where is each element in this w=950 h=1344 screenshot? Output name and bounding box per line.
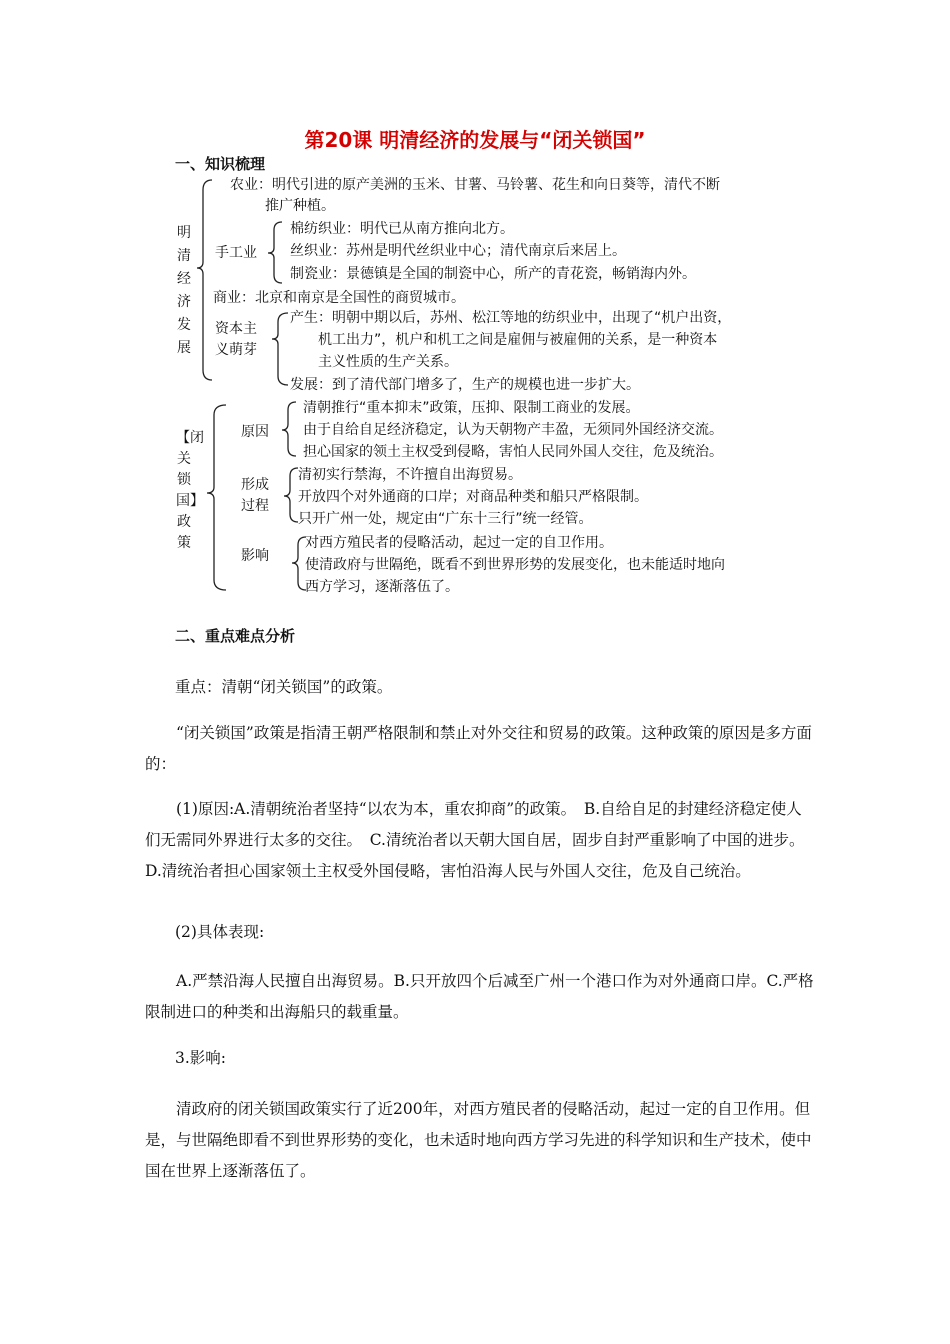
brace-handicraft bbox=[268, 222, 282, 283]
label-handicraft: 手工业 bbox=[215, 245, 257, 261]
process-3: 只开广州一处，规定由“广东十三行”统一经管。 bbox=[298, 511, 593, 527]
label-process-2: 过程 bbox=[241, 498, 269, 514]
paragraph-specific-heading: (2)具体表现: bbox=[175, 923, 265, 941]
commerce-line: 商业：北京和南京是全国性的商贸城市。 bbox=[213, 290, 465, 306]
capitalism-origin-1: 产生：明朝中期以后，苏州、松江等地的纺织业中，出现了“机户出资， bbox=[290, 310, 732, 326]
process-1: 清初实行禁海，不许擅自出海贸易。 bbox=[298, 467, 522, 483]
label-reason: 原因 bbox=[241, 424, 269, 440]
agriculture-line1: 农业：明代引进的原产美洲的玉米、甘薯、马铃薯、花生和向日葵等，清代不断 bbox=[230, 177, 720, 193]
impact-2: 使清政府与世隔绝，既看不到世界形势的发展变化，也未能适时地向 bbox=[305, 557, 725, 573]
brace-reason bbox=[282, 402, 296, 456]
brace-process bbox=[284, 468, 298, 522]
label-closed-door-policy: 【闭关锁国】政策 bbox=[176, 430, 204, 551]
paragraph-impact-detail: 清政府的闭关锁国政策实行了近200年，对西方殖民者的侵略活动，起过一定的自卫作用。但是，与世隔绝即看不到世界形势的变化，也未适时地向西方学习先进的科学知识和生产技术，使中国在世界上逐渐落伍了。 bbox=[145, 1100, 812, 1180]
brace-capitalism bbox=[272, 313, 288, 385]
process-2: 开放四个对外通商的口岸；对商品种类和船只严格限制。 bbox=[298, 489, 648, 505]
label-ming-qing-economy: 明清经济发展 bbox=[177, 225, 191, 356]
label-process-1: 形成 bbox=[241, 477, 269, 493]
label-capitalism-2: 义萌芽 bbox=[215, 342, 257, 358]
label-capitalism-1: 资本主 bbox=[215, 321, 257, 337]
capitalism-origin-3: 主义性质的生产关系。 bbox=[318, 354, 458, 370]
paragraph-impact-heading: 3.影响: bbox=[175, 1049, 227, 1067]
handicraft-silk: 丝织业：苏州是明代丝织业中心；清代南京后来居上。 bbox=[290, 243, 626, 259]
brace-closed-door bbox=[207, 405, 226, 590]
label-impact: 影响 bbox=[241, 548, 269, 564]
impact-3: 西方学习，逐渐落伍了。 bbox=[305, 579, 459, 595]
capitalism-origin-2: 机工出力”，机户和机工之间是雇佣与被雇佣的关系，是一种资本 bbox=[318, 332, 718, 348]
paragraph-reasons: (1)原因:A.清朝统治者坚持“以农为本，重农抑商”的政策。 B.自给自足的封建经济稳定使人们无需同外界进行太多的交往。 C.清统治者以天朝大国自居，固步自封严重影响了中国的进步。 D.清统治者担心国家领土主权受外国侵略，害怕沿海人民与外国人交往，危及自己统治。 bbox=[145, 800, 813, 880]
agriculture-line2: 推广种植。 bbox=[265, 198, 335, 214]
reason-1: 清朝推行“重本抑末”政策，压抑、限制工商业的发展。 bbox=[303, 400, 640, 416]
brace-ming-qing bbox=[197, 180, 212, 380]
brace-impact bbox=[292, 537, 306, 590]
handicraft-porcelain: 制瓷业：景德镇是全国的制瓷中心，所产的青花瓷，畅销海内外。 bbox=[290, 266, 696, 282]
paragraph-specific-detail: A.严禁沿海人民擅自出海贸易。B.只开放四个后减至广州一个港口作为对外通商口岸。C.严格限制进口的种类和出海船只的载重量。 bbox=[145, 972, 814, 1021]
section-heading-analysis: 二、重点难点分析 bbox=[175, 627, 296, 645]
reason-3: 担心国家的领土主权受到侵略，害怕人民同外国人交往，危及统治。 bbox=[303, 444, 723, 460]
paragraph-definition: “闭关锁国”政策是指清王朝严格限制和禁止对外交往和贸易的政策。这种政策的原因是多方面的： bbox=[145, 724, 812, 773]
page-title: 第20课 明清经济的发展与“闭关锁国” bbox=[304, 128, 646, 152]
reason-2: 由于自给自足经济稳定，认为天朝物产丰盈，无须同外国经济交流。 bbox=[303, 422, 723, 438]
handicraft-cotton: 棉纺织业：明代已从南方推向北方。 bbox=[290, 221, 514, 237]
paragraph-key-point: 重点：清朝“闭关锁国”的政策。 bbox=[175, 678, 393, 696]
impact-1: 对西方殖民者的侵略活动，起过一定的自卫作用。 bbox=[305, 535, 613, 551]
capitalism-develop: 发展：到了清代部门增多了，生产的规模也进一步扩大。 bbox=[290, 377, 640, 393]
section-heading-knowledge: 一、知识梳理 bbox=[175, 155, 266, 173]
